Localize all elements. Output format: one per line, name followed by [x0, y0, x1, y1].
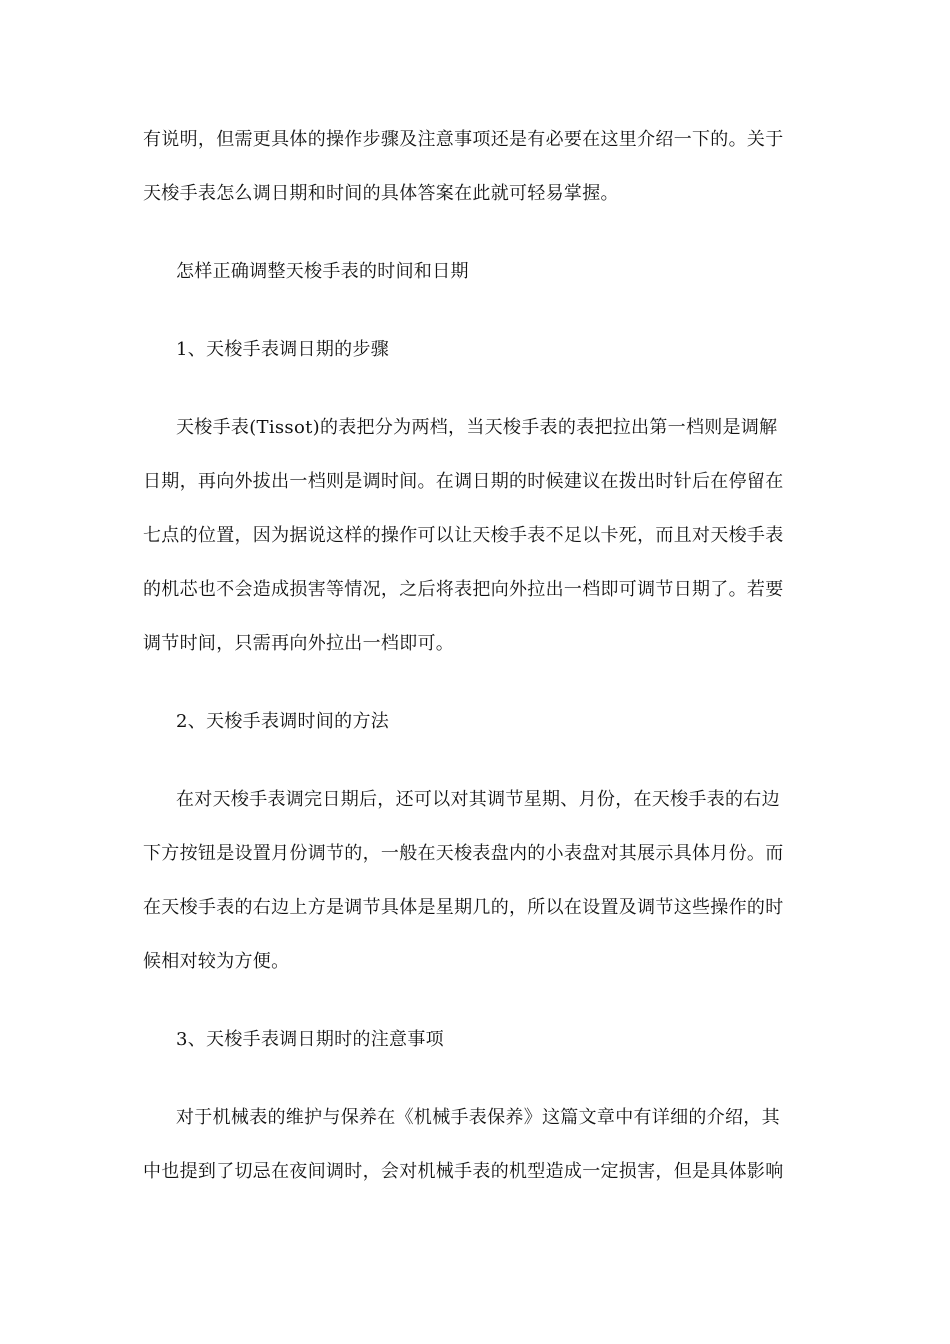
- paragraph-1-line-3: 七点的位置，因为据说这样的操作可以让天梭手表不足以卡死，而且对天梭手表: [143, 525, 784, 546]
- subheading-1: 1、天梭手表调日期的步骤: [176, 339, 390, 360]
- paragraph-2-line-1: 在对天梭手表调完日期后，还可以对其调节星期、月份，在天梭手表的右边: [176, 789, 780, 810]
- paragraph-1-line-2: 日期，再向外拔出一档则是调时间。在调日期的时候建议在拨出时针后在停留在: [143, 471, 784, 492]
- paragraph-1-line-1: 天梭手表(Tissot)的表把分为两档，当天梭手表的表把拉出第一档则是调解: [176, 417, 778, 438]
- paragraph-2-line-4: 候相对较为方便。: [143, 951, 290, 972]
- paragraph-3-line-2: 中也提到了切忌在夜间调时，会对机械手表的机型造成一定损害，但是具体影响: [143, 1161, 784, 1182]
- paragraph-3-line-1: 对于机械表的维护与保养在《机械手表保养》这篇文章中有详细的介绍，其: [176, 1107, 780, 1128]
- subheading-2: 2、天梭手表调时间的方法: [176, 711, 390, 732]
- paragraph-intro-line-2: 天梭手表怎么调日期和时间的具体答案在此就可轻易掌握。: [143, 183, 619, 204]
- section-heading: 怎样正确调整天梭手表的时间和日期: [176, 261, 469, 282]
- subheading-3: 3、天梭手表调日期时的注意事项: [176, 1029, 444, 1050]
- paragraph-intro-line-1: 有说明，但需更具体的操作步骤及注意事项还是有必要在这里介绍一下的。关于: [143, 129, 784, 150]
- paragraph-1-line-4: 的机芯也不会造成损害等情况，之后将表把向外拉出一档即可调节日期了。若要: [143, 579, 784, 600]
- paragraph-2-line-2: 下方按钮是设置月份调节的，一般在天梭表盘内的小表盘对其展示具体月份。而: [143, 843, 784, 864]
- paragraph-2-line-3: 在天梭手表的右边上方是调节具体是星期几的，所以在设置及调节这些操作的时: [143, 897, 784, 918]
- paragraph-1-line-5: 调节时间，只需再向外拉出一档即可。: [143, 633, 455, 654]
